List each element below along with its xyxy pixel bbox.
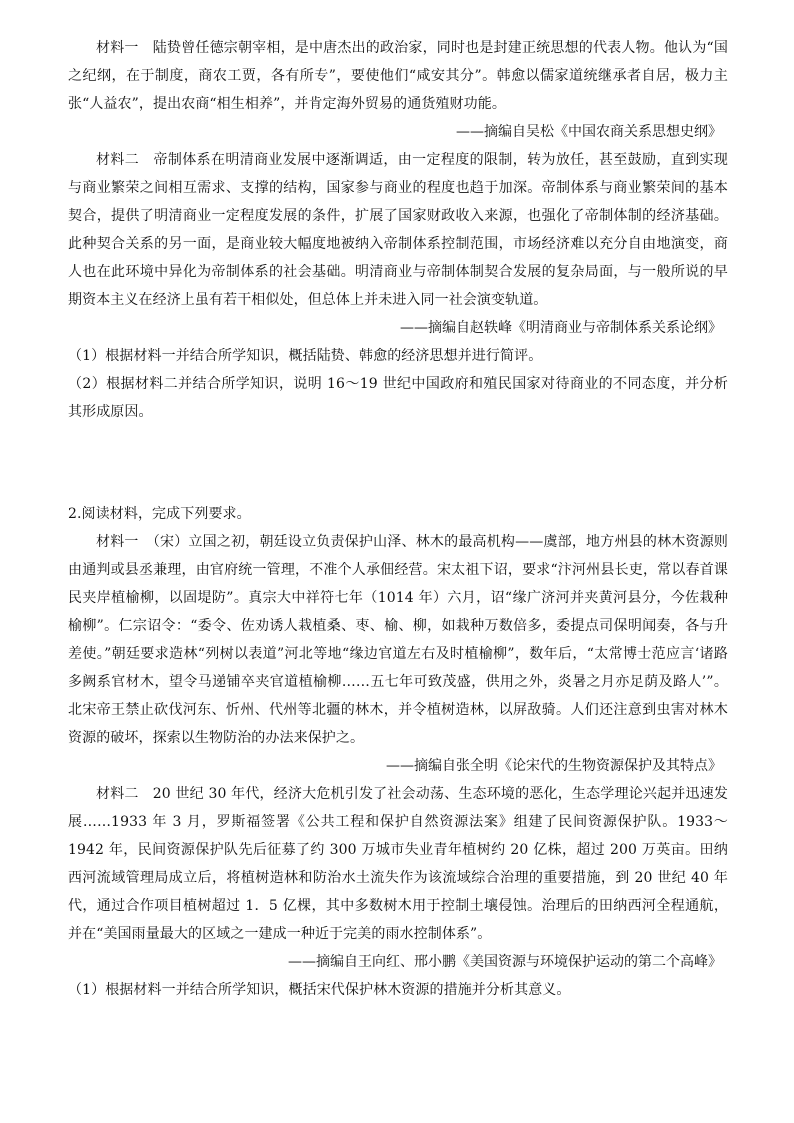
section2-material-1: 材料一 （宋）立国之初，朝廷设立负责保护山泽、林木的最高机构——虞部，地方州县的林木资源则由通判或县丞兼理，由官府统一管理，不准个人承佃经营。宋太祖下诏，要求“汴河州县长吏，常以春首课民夹岸植榆柳，以固堤防”。真宗大中祥符七年（1014 年）六月，诏“缘广济河并夹黄河县分，今佐栽种榆柳”。仁宗诏令：“委令、佐劝诱人栽植桑、枣、榆、柳，如栽种万数倍多，委提点司保明闻奏，各与升差使。”朝廷要求造林“列树以表道”河北等地“缘边官道左右及时植榆柳”，数年后，“太常博士范应言‘诸路多阙系官材木，望令马递铺卒夹官道植榆柳……五七年可致茂盛，供用之外，炎暑之月亦足荫及路人’”。北宋帝王禁止砍伐河东、忻州、代州等北疆的林木，并令植树造林，以屏敌骑。人们还注意到虫害对林木资源的破坏，探索以生物防治的办法来保护之。 xyxy=(68,534,728,746)
section1-material-2: 材料二 帝制体系在明清商业发展中逐渐调适，由一定程度的限制，转为放任，甚至鼓励，直到实现与商业繁荣之间相互需求、支撑的结构，国家参与商业的程度也趋于加深。帝制体系与商业繁荣间的基本契合，提供了明清商业一定程度发展的条件，扩展了国家财政收入来源，也强化了帝制体制的经济基础。此种契合关系的另一面，是商业较大幅度地被纳入帝制体系控制范围，市场经济难以充分自由地演变，商人也在此环境中异化为帝制体系的社会基础。明清商业与帝制体制契合发展的复杂局面，与一般所说的早期资本主义在经济上虽有若干相似处，但总体上并未进入同一社会演变轨道。 xyxy=(68,152,728,308)
section2-source-1: ——摘编自张全明《论宋代的生物资源保护及其特点》 xyxy=(386,758,722,774)
section2-heading: 2.阅读材料，完成下列要求。 xyxy=(68,506,251,522)
section1-source-1: ——摘编自吴松《中国农商关系思想史纲》 xyxy=(456,124,722,140)
section2-material-2: 材料二 20 世纪 30 年代，经济大危机引发了社会动荡、生态环境的恶化，生态学理论兴起并迅速发展……1933 年 3 月，罗斯福签署《公共工程和保护自然资源法案》组建了民间资源保护队。1933～1942 年，民间资源保护队先后征募了约 300 万城市失业青年植树约 20 亿株，超过 200 万英亩。田纳西河流域管理局成立后，将植树造林和防治水土流失作为该流域综合治理的重要措施，到 20 世纪 40 年代，通过合作项目植树超过 1．5 亿棵，其中多数树木用于控制土壤侵蚀。治理后的田纳西河全程通航，并在“美国雨量最大的区域之一建成一种近于完美的雨水控制体系”。 xyxy=(68,786,728,942)
section1-question-2: （2）根据材料二并结合所学知识，说明 16～19 世纪中国政府和殖民国家对待商业的不同态度，并分析其形成原因。 xyxy=(68,376,728,420)
section2-source-2: ——摘编自王向红、邢小鹏《美国资源与环境保护运动的第二个高峰》 xyxy=(288,954,722,970)
section2-question-1: （1）根据材料一并结合所学知识，概括宋代保护林木资源的措施并分析其意义。 xyxy=(68,982,571,998)
section1-source-2: ——摘编自赵轶峰《明清商业与帝制体系关系论纲》 xyxy=(400,320,722,336)
section-1 xyxy=(68,34,728,426)
section1-question-1: （1）根据材料一并结合所学知识，概括陆贽、韩愈的经济思想并进行简评。 xyxy=(68,348,543,364)
section1-material-1: 材料一 陆贽曾任德宗朝宰相，是中唐杰出的政治家，同时也是封建正统思想的代表人物。他认为“国之纪纲，在于制度，商农工贾，各有所专”，要使他们“咸安其分”。韩愈以儒家道统继承者自居，极力主张“人益农”，提出农商“相生相养”，并肯定海外贸易的通货殖财功能。 xyxy=(68,40,728,112)
section-2 xyxy=(68,500,728,1004)
